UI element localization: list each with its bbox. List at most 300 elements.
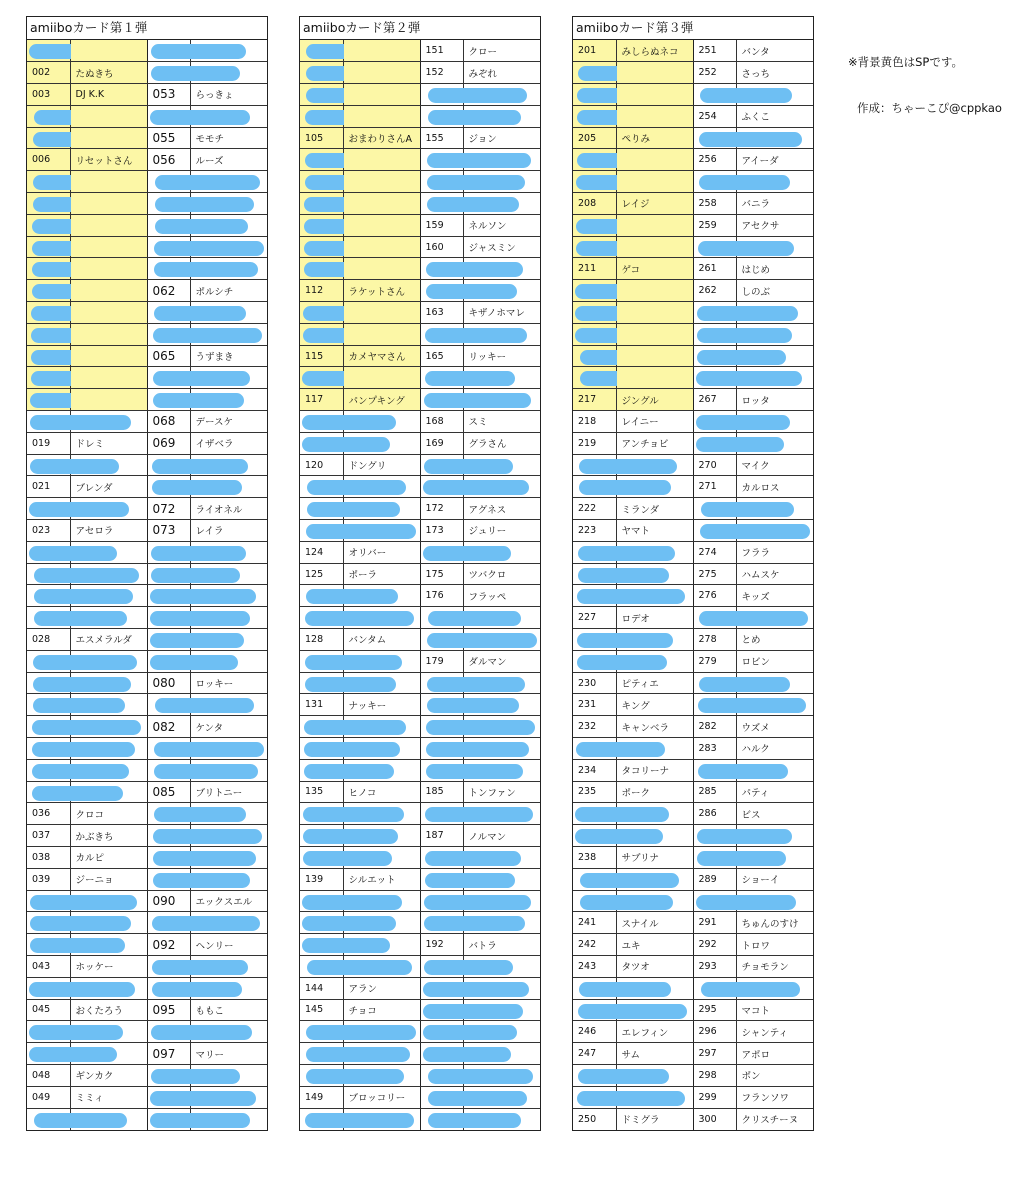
- villager-name-cell: [616, 977, 693, 999]
- villager-name-cell: [190, 825, 267, 847]
- villager-name-cell: モモチ: [190, 127, 267, 149]
- table-row: [27, 607, 267, 629]
- table-row: [573, 672, 813, 694]
- villager-name-cell: [616, 1086, 693, 1108]
- villager-name-cell: [190, 738, 267, 760]
- table-row: [573, 1043, 813, 1065]
- villager-name-cell: [616, 367, 693, 389]
- villager-name-cell: スナイル: [616, 912, 693, 934]
- table-row: [27, 781, 267, 803]
- card-number-cell: [573, 476, 616, 498]
- table-row: [27, 236, 267, 258]
- table-row: [573, 563, 813, 585]
- card-table: [300, 40, 540, 1130]
- villager-name-cell: ピティエ: [616, 672, 693, 694]
- table-row: [573, 955, 813, 977]
- villager-name-cell: [736, 890, 813, 912]
- table-row: [27, 432, 267, 454]
- villager-name-cell: ちゅんのすけ: [736, 912, 813, 934]
- villager-name-cell: ジーニョ: [70, 868, 147, 890]
- card-number-cell: [147, 629, 190, 651]
- card-number-cell: 069: [147, 432, 190, 454]
- card-number-cell: 117: [300, 389, 343, 411]
- card-number-cell: [27, 193, 70, 215]
- card-number-cell: 149: [300, 1086, 343, 1108]
- card-number-cell: [693, 977, 736, 999]
- table-row: [573, 323, 813, 345]
- villager-name-cell: [736, 672, 813, 694]
- villager-name-cell: [190, 40, 267, 62]
- table-row: [573, 585, 813, 607]
- villager-name-cell: キッズ: [736, 585, 813, 607]
- card-number-cell: [300, 214, 343, 236]
- table-row: [27, 716, 267, 738]
- card-number-cell: [27, 1108, 70, 1130]
- card-number-cell: 185: [420, 781, 463, 803]
- villager-name-cell: アラン: [343, 977, 420, 999]
- table-row: [573, 149, 813, 171]
- villager-name-cell: [190, 302, 267, 324]
- villager-name-cell: ドングリ: [343, 454, 420, 476]
- card-number-cell: 208: [573, 193, 616, 215]
- card-number-cell: 097: [147, 1043, 190, 1065]
- villager-name-cell: [343, 759, 420, 781]
- villager-name-cell: [70, 171, 147, 193]
- card-number-cell: 028: [27, 629, 70, 651]
- card-number-cell: [420, 694, 463, 716]
- villager-name-cell: [343, 890, 420, 912]
- card-number-cell: [300, 912, 343, 934]
- card-number-cell: 053: [147, 84, 190, 106]
- card-number-cell: [420, 1043, 463, 1065]
- villager-name-cell: カメヤマさん: [343, 345, 420, 367]
- table-row: [27, 280, 267, 302]
- card-number-cell: [300, 149, 343, 171]
- villager-name-cell: [343, 955, 420, 977]
- villager-name-cell: [463, 716, 540, 738]
- villager-name-cell: [616, 738, 693, 760]
- villager-name-cell: チョコ: [343, 999, 420, 1021]
- villager-name-cell: [190, 214, 267, 236]
- table-row: [573, 280, 813, 302]
- villager-name-cell: イザベラ: [190, 432, 267, 454]
- card-number-cell: 192: [420, 934, 463, 956]
- card-number-cell: 172: [420, 498, 463, 520]
- villager-name-cell: [70, 236, 147, 258]
- card-number-cell: [300, 803, 343, 825]
- card-number-cell: [147, 1021, 190, 1043]
- villager-name-cell: クロー: [463, 40, 540, 62]
- table-row: [27, 105, 267, 127]
- card-number-cell: [147, 476, 190, 498]
- card-number-cell: 082: [147, 716, 190, 738]
- table-row: [573, 127, 813, 149]
- villager-name-cell: [343, 84, 420, 106]
- card-number-cell: 144: [300, 977, 343, 999]
- villager-name-cell: [190, 171, 267, 193]
- card-number-cell: [573, 149, 616, 171]
- card-number-cell: [300, 236, 343, 258]
- villager-name-cell: [736, 977, 813, 999]
- table-row: [300, 323, 540, 345]
- villager-name-cell: バトラ: [463, 934, 540, 956]
- villager-name-cell: ロビン: [736, 650, 813, 672]
- table-row: [300, 803, 540, 825]
- table-row: [300, 716, 540, 738]
- card-number-cell: 105: [300, 127, 343, 149]
- table-row: [27, 411, 267, 433]
- card-number-cell: 267: [693, 389, 736, 411]
- table-row: [300, 40, 540, 62]
- villager-name-cell: ホッケー: [70, 955, 147, 977]
- card-number-cell: [27, 302, 70, 324]
- table-row: [300, 193, 540, 215]
- villager-name-cell: しのぶ: [736, 280, 813, 302]
- villager-name-cell: [190, 62, 267, 84]
- table-row: [27, 214, 267, 236]
- card-number-cell: [300, 759, 343, 781]
- villager-name-cell: [70, 323, 147, 345]
- table-row: [300, 977, 540, 999]
- villager-name-cell: チョモラン: [736, 955, 813, 977]
- villager-name-cell: [343, 912, 420, 934]
- card-number-cell: 176: [420, 585, 463, 607]
- villager-name-cell: [463, 1064, 540, 1086]
- card-number-cell: 056: [147, 149, 190, 171]
- card-number-cell: [27, 498, 70, 520]
- villager-name-cell: [616, 454, 693, 476]
- villager-name-cell: [616, 541, 693, 563]
- table-row: [300, 302, 540, 324]
- villager-name-cell: ネルソン: [463, 214, 540, 236]
- card-number-cell: [420, 912, 463, 934]
- table-row: [300, 105, 540, 127]
- villager-name-cell: [190, 650, 267, 672]
- card-number-cell: 211: [573, 258, 616, 280]
- card-number-cell: [147, 868, 190, 890]
- card-number-cell: [147, 389, 190, 411]
- card-number-cell: 145: [300, 999, 343, 1021]
- table-row: [300, 236, 540, 258]
- villager-name-cell: [463, 454, 540, 476]
- villager-name-cell: [190, 846, 267, 868]
- card-number-cell: 125: [300, 563, 343, 585]
- card-number-cell: [300, 411, 343, 433]
- villager-name-cell: [70, 258, 147, 280]
- villager-name-cell: フララ: [736, 541, 813, 563]
- table-row: [573, 302, 813, 324]
- card-number-cell: 168: [420, 411, 463, 433]
- card-number-cell: [147, 1108, 190, 1130]
- villager-name-cell: ポーラ: [343, 563, 420, 585]
- villager-name-cell: バニラ: [736, 193, 813, 215]
- villager-name-cell: [463, 890, 540, 912]
- villager-name-cell: [343, 323, 420, 345]
- card-number-cell: [147, 825, 190, 847]
- villager-name-cell: シャンティ: [736, 1021, 813, 1043]
- card-number-cell: [573, 629, 616, 651]
- table-row: [300, 934, 540, 956]
- table-row: [27, 1043, 267, 1065]
- villager-name-cell: [463, 1108, 540, 1130]
- table-row: [300, 541, 540, 563]
- card-number-cell: [420, 738, 463, 760]
- villager-name-cell: [343, 40, 420, 62]
- card-number-cell: [573, 1064, 616, 1086]
- card-number-cell: [147, 912, 190, 934]
- villager-name-cell: みしらぬネコ: [616, 40, 693, 62]
- table-row: [573, 40, 813, 62]
- card-number-cell: [693, 323, 736, 345]
- card-number-cell: [300, 846, 343, 868]
- card-number-cell: [573, 977, 616, 999]
- card-number-cell: [147, 1086, 190, 1108]
- villager-name-cell: [343, 171, 420, 193]
- card-number-cell: [27, 563, 70, 585]
- card-number-cell: [573, 323, 616, 345]
- villager-name-cell: [190, 541, 267, 563]
- table-row: [300, 1108, 540, 1130]
- card-number-cell: 090: [147, 890, 190, 912]
- card-number-cell: 062: [147, 280, 190, 302]
- table-row: [27, 193, 267, 215]
- villager-name-cell: カルロス: [736, 476, 813, 498]
- villager-name-cell: [190, 977, 267, 999]
- card-number-cell: [693, 127, 736, 149]
- villager-name-cell: [736, 498, 813, 520]
- villager-name-cell: [736, 846, 813, 868]
- villager-name-cell: [70, 781, 147, 803]
- card-number-cell: 151: [420, 40, 463, 62]
- villager-name-cell: アンチョビ: [616, 432, 693, 454]
- table-row: [27, 367, 267, 389]
- villager-name-cell: [70, 389, 147, 411]
- villager-name-cell: はじめ: [736, 258, 813, 280]
- villager-name-cell: [616, 999, 693, 1021]
- table-row: [573, 476, 813, 498]
- card-number-cell: 259: [693, 214, 736, 236]
- table-row: [27, 672, 267, 694]
- card-number-cell: [147, 955, 190, 977]
- table-row: [27, 846, 267, 868]
- card-number-cell: 286: [693, 803, 736, 825]
- card-number-cell: [420, 1064, 463, 1086]
- villager-name-cell: カルピ: [70, 846, 147, 868]
- villager-name-cell: [343, 1108, 420, 1130]
- card-number-cell: 274: [693, 541, 736, 563]
- villager-name-cell: フラッペ: [463, 585, 540, 607]
- card-number-cell: 152: [420, 62, 463, 84]
- villager-name-cell: [70, 280, 147, 302]
- table-row: [27, 345, 267, 367]
- card-number-cell: [693, 302, 736, 324]
- villager-name-cell: [70, 934, 147, 956]
- villager-name-cell: [463, 541, 540, 563]
- table-row: [300, 411, 540, 433]
- villager-name-cell: [616, 280, 693, 302]
- table-row: [300, 1064, 540, 1086]
- card-number-cell: [420, 1021, 463, 1043]
- card-number-cell: 065: [147, 345, 190, 367]
- card-number-cell: 179: [420, 650, 463, 672]
- card-number-cell: [147, 40, 190, 62]
- villager-name-cell: [343, 149, 420, 171]
- villager-name-cell: [190, 1086, 267, 1108]
- villager-name-cell: [463, 999, 540, 1021]
- table-row: [573, 62, 813, 84]
- card-number-cell: [420, 149, 463, 171]
- card-number-cell: [420, 868, 463, 890]
- card-number-cell: [420, 890, 463, 912]
- card-number-cell: 232: [573, 716, 616, 738]
- table-row: [27, 258, 267, 280]
- villager-name-cell: オリバー: [343, 541, 420, 563]
- table-row: [300, 846, 540, 868]
- villager-name-cell: [70, 498, 147, 520]
- card-number-cell: 072: [147, 498, 190, 520]
- villager-name-cell: [616, 171, 693, 193]
- card-number-cell: 038: [27, 846, 70, 868]
- card-number-cell: 055: [147, 127, 190, 149]
- villager-name-cell: おくたろう: [70, 999, 147, 1021]
- card-number-cell: 043: [27, 955, 70, 977]
- card-number-cell: 175: [420, 563, 463, 585]
- villager-name-cell: [343, 411, 420, 433]
- card-number-cell: 258: [693, 193, 736, 215]
- card-number-cell: [693, 236, 736, 258]
- villager-name-cell: [343, 302, 420, 324]
- card-number-cell: 292: [693, 934, 736, 956]
- villager-name-cell: タコリーナ: [616, 759, 693, 781]
- villager-name-cell: [463, 280, 540, 302]
- card-number-cell: 299: [693, 1086, 736, 1108]
- villager-name-cell: [616, 236, 693, 258]
- card-number-cell: [420, 454, 463, 476]
- card-number-cell: 218: [573, 411, 616, 433]
- villager-name-cell: トロワ: [736, 934, 813, 956]
- villager-name-cell: キザノホマレ: [463, 302, 540, 324]
- card-number-cell: [300, 498, 343, 520]
- table-row: [27, 323, 267, 345]
- villager-name-cell: [70, 738, 147, 760]
- card-number-cell: [420, 955, 463, 977]
- card-number-cell: [420, 280, 463, 302]
- card-number-cell: 231: [573, 694, 616, 716]
- card-number-cell: 247: [573, 1043, 616, 1065]
- villager-name-cell: [343, 738, 420, 760]
- table-row: [27, 890, 267, 912]
- card-number-cell: [573, 585, 616, 607]
- villager-name-cell: [190, 323, 267, 345]
- card-number-cell: [300, 84, 343, 106]
- card-number-cell: 298: [693, 1064, 736, 1086]
- villager-name-cell: [70, 607, 147, 629]
- villager-name-cell: [70, 214, 147, 236]
- villager-name-cell: レイラ: [190, 520, 267, 542]
- card-number-cell: 227: [573, 607, 616, 629]
- card-number-cell: 006: [27, 149, 70, 171]
- card-number-cell: 169: [420, 432, 463, 454]
- villager-name-cell: マリー: [190, 1043, 267, 1065]
- villager-name-cell: [343, 846, 420, 868]
- table-row: [27, 650, 267, 672]
- card-number-cell: 205: [573, 127, 616, 149]
- villager-name-cell: ジングル: [616, 389, 693, 411]
- villager-name-cell: [343, 585, 420, 607]
- villager-name-cell: ゲコ: [616, 258, 693, 280]
- card-number-cell: 023: [27, 520, 70, 542]
- table-row: [573, 498, 813, 520]
- table-row: [300, 498, 540, 520]
- table-row: [300, 607, 540, 629]
- card-number-cell: 230: [573, 672, 616, 694]
- villager-name-cell: [616, 563, 693, 585]
- villager-name-cell: [616, 84, 693, 106]
- villager-name-cell: [190, 1108, 267, 1130]
- table-row: [573, 825, 813, 847]
- card-number-cell: 223: [573, 520, 616, 542]
- card-number-cell: [27, 258, 70, 280]
- card-number-cell: [573, 105, 616, 127]
- villager-name-cell: タツオ: [616, 955, 693, 977]
- villager-name-cell: [616, 302, 693, 324]
- villager-name-cell: [463, 846, 540, 868]
- villager-name-cell: ギンカク: [70, 1064, 147, 1086]
- villager-name-cell: エスメラルダ: [70, 629, 147, 651]
- villager-name-cell: [70, 716, 147, 738]
- villager-name-cell: [190, 912, 267, 934]
- table-row: [300, 214, 540, 236]
- card-number-cell: [573, 738, 616, 760]
- villager-name-cell: [190, 258, 267, 280]
- villager-name-cell: [463, 1021, 540, 1043]
- villager-name-cell: ハムスケ: [736, 563, 813, 585]
- card-number-cell: [693, 171, 736, 193]
- table-row: [573, 193, 813, 215]
- villager-name-cell: [736, 825, 813, 847]
- table-row: [573, 607, 813, 629]
- villager-name-cell: [616, 345, 693, 367]
- villager-name-cell: ビス: [736, 803, 813, 825]
- card-number-cell: [27, 738, 70, 760]
- villager-name-cell: [190, 955, 267, 977]
- card-number-cell: 250: [573, 1108, 616, 1130]
- card-number-cell: [300, 716, 343, 738]
- card-number-cell: [147, 214, 190, 236]
- villager-name-cell: ナッキー: [343, 694, 420, 716]
- villager-name-cell: [343, 367, 420, 389]
- villager-name-cell: [616, 629, 693, 651]
- card-number-cell: 270: [693, 454, 736, 476]
- card-number-cell: [300, 650, 343, 672]
- card-number-cell: [573, 236, 616, 258]
- card-number-cell: [420, 607, 463, 629]
- table-row: [573, 454, 813, 476]
- villager-name-cell: [463, 389, 540, 411]
- card-number-cell: [147, 367, 190, 389]
- table-row: [27, 759, 267, 781]
- villager-name-cell: [190, 563, 267, 585]
- villager-name-cell: [463, 977, 540, 999]
- villager-name-cell: サム: [616, 1043, 693, 1065]
- card-number-cell: [300, 1021, 343, 1043]
- card-number-cell: 276: [693, 585, 736, 607]
- villager-name-cell: ふくこ: [736, 105, 813, 127]
- card-number-cell: [420, 389, 463, 411]
- table-row: [300, 476, 540, 498]
- table-row: [27, 563, 267, 585]
- card-number-cell: [27, 214, 70, 236]
